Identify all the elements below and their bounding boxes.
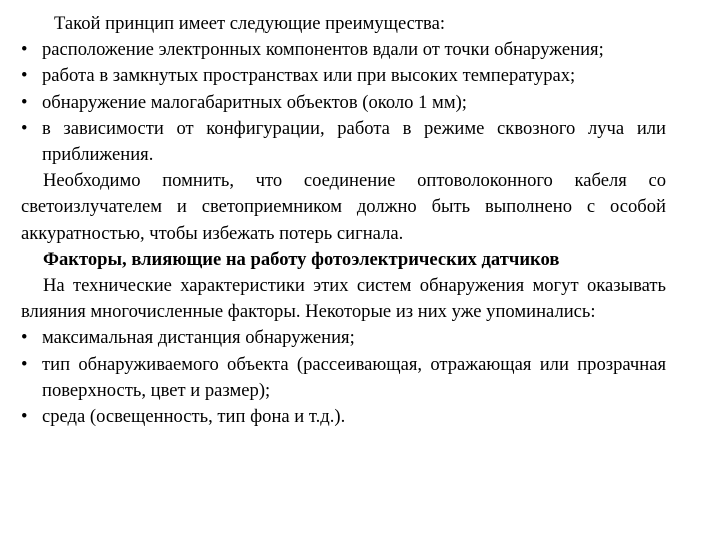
bullet-icon: • — [21, 406, 28, 428]
list-item-text: работа в замкнутых пространствах или при высоких температурах; — [42, 65, 576, 87]
bullet-icon: • — [21, 39, 28, 61]
bullet-icon: • — [21, 91, 28, 113]
bullet-icon: • — [21, 327, 28, 349]
list-item — [21, 37, 666, 63]
list-item-text: в зависимости от конфигурации, работа в режиме сквозного луча или приближения. — [42, 117, 666, 166]
bullet-icon: • — [21, 65, 28, 87]
advantages-list — [21, 37, 666, 168]
factors-intro-paragraph: На технические характеристики этих систем обнаружения могут оказывать влияния многочисленные факторы. Некоторые из них уже упоминались: — [21, 275, 666, 323]
list-item-text: максимальная дистанция обнаружения; — [42, 327, 355, 349]
list-item — [21, 90, 666, 116]
list-item — [21, 116, 666, 168]
list-item-text: тип обнаруживаемого объекта (рассеивающая, отражающая или прозрачная поверхность, цвет и размер); — [42, 353, 666, 401]
intro-paragraph: Такой принцип имеет следующие преимущества: — [54, 13, 446, 34]
list-item — [21, 63, 666, 89]
note-paragraph: Необходимо помнить, что соединение оптоволоконного кабеля со светоизлучателем и светоприемником должно быть выполнено с особой аккуратностью, чтобы избежать потерь сигнала. — [21, 170, 666, 244]
list-item-text: расположение электронных компонентов вдали от точки обнаружения; — [42, 39, 604, 61]
bullet-icon: • — [21, 353, 28, 375]
factors-list — [21, 325, 666, 430]
document-page — [21, 11, 666, 430]
list-item — [21, 325, 666, 351]
list-item — [21, 352, 666, 404]
section-heading: Факторы, влияющие на работу фотоэлектрических датчиков — [43, 248, 560, 270]
list-item-text: среда (освещенность, тип фона и т.д.). — [42, 406, 346, 428]
bullet-icon: • — [21, 117, 28, 139]
list-item — [21, 404, 666, 430]
list-item-text: обнаружение малогабаритных объектов (около 1 мм); — [42, 91, 467, 113]
